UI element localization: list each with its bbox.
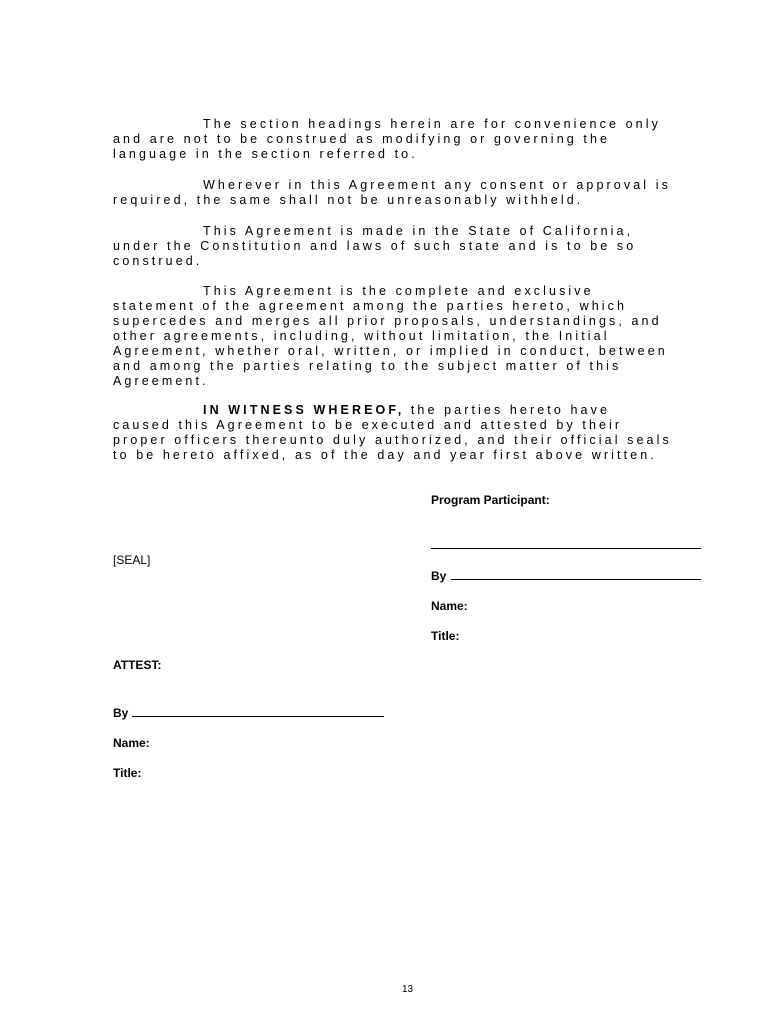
attest-by-label: By — [113, 706, 129, 720]
paragraph-governing-law: This Agreement is made in the State of California, under the Constitution and laws of such state and is to be so construed. — [113, 224, 637, 268]
attest-name-label: Name: — [113, 736, 150, 750]
program-participant-heading: Program Participant: — [431, 493, 550, 507]
page-number: 13 — [401, 984, 414, 995]
participant-signature-line — [431, 548, 701, 549]
in-witness-whereof-lead: IN WITNESS WHEREOF, — [203, 403, 405, 417]
paragraph-in-witness — [113, 403, 673, 463]
participant-title-label: Title: — [431, 629, 460, 643]
paragraph-consent-approval: Wherever in this Agreement any consent or approval is required, the same shall not be unreasonably withheld. — [113, 178, 671, 207]
participant-by-label: By — [431, 569, 447, 583]
paragraph-section-headings: The section headings herein are for convenience only and are not to be construed as modifying or governing the language in the section referred to. — [113, 117, 661, 161]
participant-name-label: Name: — [431, 599, 468, 613]
seal-label: [SEAL] — [113, 553, 151, 567]
attest-by-line — [132, 716, 384, 717]
attest-heading: ATTEST: — [113, 658, 162, 672]
in-witness-text: the parties hereto have caused this Agreement to be executed and attested by their proper officers thereunto duly authorized, and their official seals to be hereto affixed, as of the day and year first above written. — [113, 403, 672, 462]
attest-title-label: Title: — [113, 766, 142, 780]
paragraph-entire-agreement: This Agreement is the complete and exclusive statement of the agreement among the parties hereto, which supercedes and merges all prior proposals, understandings, and other agreements, including, without limitation, the Initial Agreement, whether oral, written, or implied in conduct, between and among the parties relating to the subject matter of this Agreement. — [113, 284, 668, 388]
participant-by-line — [451, 579, 701, 580]
